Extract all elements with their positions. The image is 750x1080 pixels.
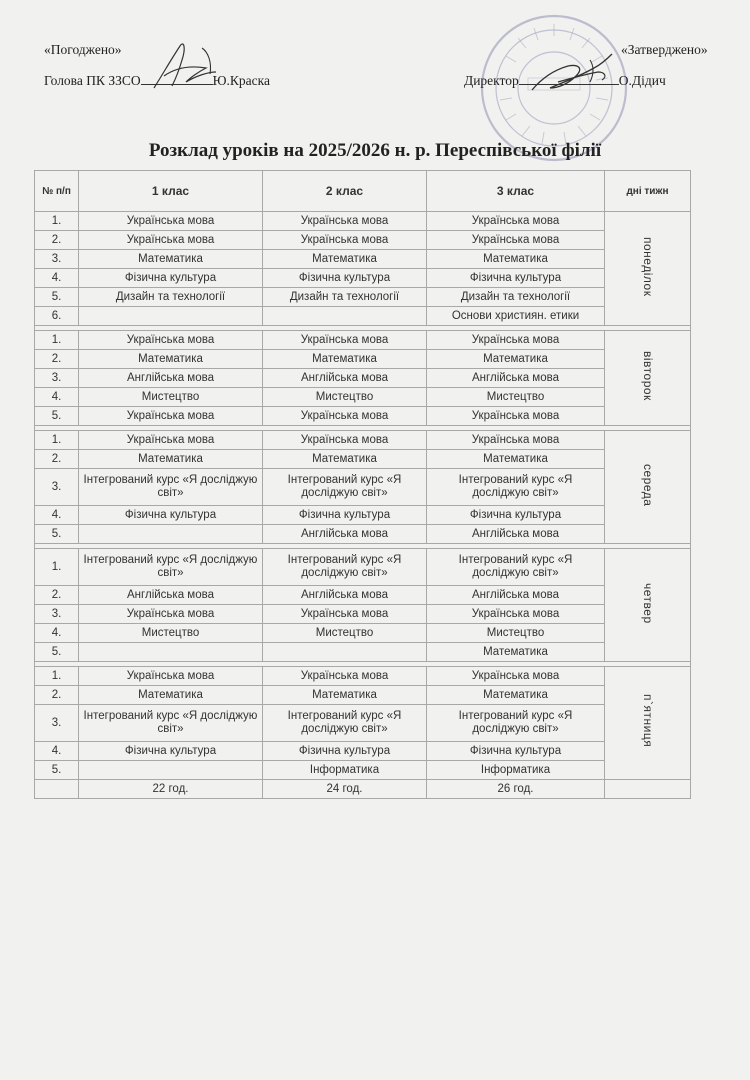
lesson-number: 1. [35, 549, 79, 586]
lesson-number: 2. [35, 586, 79, 605]
totals-spacer [35, 780, 79, 799]
class-1-subject: Українська мова [79, 212, 263, 231]
class-3-subject: Українська мова [427, 407, 605, 426]
class-2-subject: Українська мова [263, 605, 427, 624]
handwritten-signature-icon [528, 48, 620, 98]
table-row [35, 742, 691, 761]
column-header-class-3: 3 клас [427, 171, 605, 212]
director-name: О.Дідич [618, 73, 666, 88]
lesson-number: 2. [35, 350, 79, 369]
page-title: Розклад уроків на 2025/2026 н. р. Переспівської філії [148, 140, 602, 161]
table-row [35, 643, 691, 662]
table-row [35, 307, 691, 326]
lesson-number: 3. [35, 250, 79, 269]
class-2-subject: Інтегрований курс «Я досліджую світ» [263, 549, 427, 586]
class-3-subject: Математика [427, 450, 605, 469]
class-3-subject: Українська мова [427, 231, 605, 250]
class-3-subject: Фізична культура [427, 742, 605, 761]
class-3-subject: Інтегрований курс «Я досліджую світ» [427, 705, 605, 742]
class-1-subject: Українська мова [79, 407, 263, 426]
class-2-subject [263, 307, 427, 326]
table-row [35, 705, 691, 742]
table-row [35, 331, 691, 350]
class-1-subject: Мистецтво [79, 624, 263, 643]
class-2-subject: Українська мова [263, 667, 427, 686]
class-3-subject: Основи християн. етики [427, 307, 605, 326]
class-1-subject: Інтегрований курс «Я досліджую світ» [79, 469, 263, 506]
day-label [605, 212, 691, 326]
class-1-subject: Інтегрований курс «Я досліджую світ» [79, 549, 263, 586]
class-2-subject: Фізична культура [263, 742, 427, 761]
lesson-number: 3. [35, 369, 79, 388]
class-3-subject: Математика [427, 686, 605, 705]
class-1-subject: Фізична культура [79, 742, 263, 761]
day-label [605, 549, 691, 662]
class-3-subject: Українська мова [427, 667, 605, 686]
totals-row [35, 780, 691, 799]
class-1-subject [79, 643, 263, 662]
lesson-number: 4. [35, 624, 79, 643]
class-1-subject: Математика [79, 450, 263, 469]
column-header-class-2: 2 клас [263, 171, 427, 212]
table-row [35, 605, 691, 624]
class-2-subject: Мистецтво [263, 388, 427, 407]
total-hours-class-3: 26 год. [427, 780, 605, 799]
table-row [35, 269, 691, 288]
lesson-number: 3. [35, 605, 79, 624]
table-row [35, 506, 691, 525]
lesson-number: 4. [35, 742, 79, 761]
lesson-number: 4. [35, 269, 79, 288]
lesson-number: 3. [35, 705, 79, 742]
class-3-subject: Мистецтво [427, 624, 605, 643]
class-2-subject [263, 643, 427, 662]
class-3-subject: Українська мова [427, 331, 605, 350]
class-2-subject: Математика [263, 250, 427, 269]
class-1-subject: Українська мова [79, 431, 263, 450]
day-label [605, 431, 691, 544]
class-3-subject: Математика [427, 643, 605, 662]
lesson-number: 2. [35, 231, 79, 250]
class-1-subject [79, 307, 263, 326]
lesson-number: 5. [35, 761, 79, 780]
class-2-subject: Математика [263, 450, 427, 469]
table-row [35, 431, 691, 450]
class-1-subject: Українська мова [79, 605, 263, 624]
class-1-subject: Інтегрований курс «Я досліджую світ» [79, 705, 263, 742]
class-3-subject: Інформатика [427, 761, 605, 780]
class-2-subject: Українська мова [263, 231, 427, 250]
class-1-subject [79, 525, 263, 544]
class-3-subject: Мистецтво [427, 388, 605, 407]
class-3-subject: Англійська мова [427, 586, 605, 605]
class-3-subject: Англійська мова [427, 525, 605, 544]
table-row [35, 624, 691, 643]
lesson-number: 1. [35, 331, 79, 350]
class-3-subject: Фізична культура [427, 269, 605, 288]
lesson-number: 4. [35, 388, 79, 407]
class-1-subject: Англійська мова [79, 586, 263, 605]
class-3-subject: Українська мова [427, 431, 605, 450]
column-header-days: дні тижн [605, 171, 691, 212]
total-hours-class-1: 22 год. [79, 780, 263, 799]
day-label [605, 667, 691, 780]
table-row [35, 388, 691, 407]
table-row [35, 549, 691, 586]
column-header-number: № п/п [35, 171, 79, 212]
total-hours-class-2: 24 год. [263, 780, 427, 799]
table-row [35, 761, 691, 780]
class-2-subject: Українська мова [263, 407, 427, 426]
class-3-subject: Українська мова [427, 212, 605, 231]
class-1-subject: Математика [79, 686, 263, 705]
lesson-number: 4. [35, 506, 79, 525]
lesson-number: 6. [35, 307, 79, 326]
class-3-subject: Інтегрований курс «Я досліджую світ» [427, 469, 605, 506]
class-2-subject: Фізична культура [263, 269, 427, 288]
class-1-subject: Англійська мова [79, 369, 263, 388]
lesson-number: 2. [35, 686, 79, 705]
class-1-subject: Українська мова [79, 331, 263, 350]
lesson-number: 5. [35, 525, 79, 544]
column-header-class-1: 1 клас [79, 171, 263, 212]
class-2-subject: Дизайн та технології [263, 288, 427, 307]
day-name: середа [641, 463, 655, 507]
class-1-subject: Мистецтво [79, 388, 263, 407]
lesson-number: 2. [35, 450, 79, 469]
day-label [605, 331, 691, 426]
day-name: четвер [641, 582, 655, 624]
class-3-subject: Українська мова [427, 605, 605, 624]
class-2-subject: Українська мова [263, 431, 427, 450]
lesson-number: 5. [35, 407, 79, 426]
table-header-row [35, 171, 691, 212]
class-3-subject: Математика [427, 250, 605, 269]
class-2-subject: Інтегрований курс «Я досліджую світ» [263, 705, 427, 742]
table-row [35, 525, 691, 544]
table-row [35, 469, 691, 506]
class-3-subject: Англійська мова [427, 369, 605, 388]
class-1-subject: Математика [79, 250, 263, 269]
table-row [35, 407, 691, 426]
table-row [35, 686, 691, 705]
table-row [35, 212, 691, 231]
day-name: вівторок [641, 351, 655, 401]
class-3-subject: Математика [427, 350, 605, 369]
class-1-subject: Фізична культура [79, 506, 263, 525]
lesson-number: 1. [35, 667, 79, 686]
class-2-subject: Фізична культура [263, 506, 427, 525]
table-row [35, 586, 691, 605]
class-3-subject: Інтегрований курс «Я досліджую світ» [427, 549, 605, 586]
class-2-subject: Українська мова [263, 331, 427, 350]
class-1-subject: Математика [79, 350, 263, 369]
table-row [35, 369, 691, 388]
approved-label: «Затверджено» [621, 42, 708, 57]
lesson-number: 5. [35, 288, 79, 307]
table-row [35, 231, 691, 250]
class-2-subject: Англійська мова [263, 369, 427, 388]
totals-day-spacer [605, 780, 691, 799]
class-1-subject: Українська мова [79, 667, 263, 686]
day-name: п`ятниця [641, 694, 655, 748]
class-3-subject: Фізична культура [427, 506, 605, 525]
class-2-subject: Українська мова [263, 212, 427, 231]
director-position: Директор [464, 73, 519, 88]
table-row [35, 350, 691, 369]
day-name: понеділок [641, 236, 655, 297]
lesson-number: 1. [35, 212, 79, 231]
table-row [35, 250, 691, 269]
class-2-subject: Математика [263, 350, 427, 369]
class-2-subject: Математика [263, 686, 427, 705]
class-2-subject: Англійська мова [263, 525, 427, 544]
class-1-subject: Фізична культура [79, 269, 263, 288]
class-1-subject: Дизайн та технології [79, 288, 263, 307]
agreed-label: «Погоджено» [44, 42, 122, 57]
class-1-subject [79, 761, 263, 780]
agreed-position: Голова ПК ЗЗСО [44, 73, 141, 88]
handwritten-signature-icon [150, 38, 230, 94]
table-row [35, 450, 691, 469]
agreed-name: Ю.Краска [212, 73, 270, 88]
lesson-number: 5. [35, 643, 79, 662]
class-3-subject: Дизайн та технології [427, 288, 605, 307]
class-2-subject: Інтегрований курс «Я досліджую світ» [263, 469, 427, 506]
class-2-subject: Англійська мова [263, 586, 427, 605]
schedule-table [34, 170, 691, 799]
lesson-number: 1. [35, 431, 79, 450]
class-2-subject: Мистецтво [263, 624, 427, 643]
class-1-subject: Українська мова [79, 231, 263, 250]
class-2-subject: Інформатика [263, 761, 427, 780]
table-row [35, 288, 691, 307]
lesson-number: 3. [35, 469, 79, 506]
table-row [35, 667, 691, 686]
